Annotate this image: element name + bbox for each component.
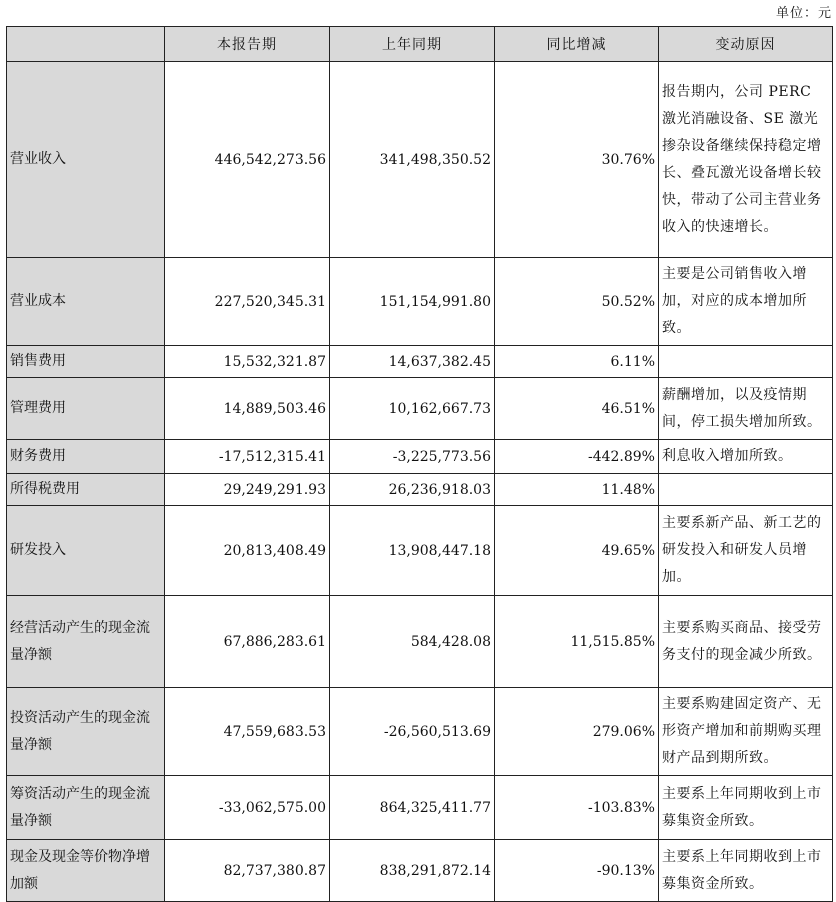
row-current: 14,889,503.46 (165, 378, 330, 440)
table-row (7, 440, 833, 474)
row-previous: -3,225,773.56 (330, 440, 495, 474)
row-item: 管理费用 (7, 378, 165, 440)
header-item (7, 27, 165, 62)
row-item: 经营活动产生的现金流量净额 (7, 596, 165, 688)
row-reason: 主要系上年同期收到上市募集资金所致。 (659, 840, 833, 902)
row-item: 现金及现金等价物净增加额 (7, 840, 165, 902)
row-change: 6.11% (495, 346, 659, 378)
row-change: 50.52% (495, 258, 659, 346)
row-reason: 主要是公司销售收入增加，对应的成本增加所致。 (659, 258, 833, 346)
row-previous: 14,637,382.45 (330, 346, 495, 378)
row-reason: 主要系上年同期收到上市募集资金所致。 (659, 776, 833, 840)
row-item: 所得税费用 (7, 474, 165, 506)
row-previous: 838,291,872.14 (330, 840, 495, 902)
table-row (7, 346, 833, 378)
row-item: 筹资活动产生的现金流量净额 (7, 776, 165, 840)
row-current: 20,813,408.49 (165, 506, 330, 596)
row-current: -33,062,575.00 (165, 776, 330, 840)
row-previous: 26,236,918.03 (330, 474, 495, 506)
row-current: 446,542,273.56 (165, 62, 330, 258)
row-change: 30.76% (495, 62, 659, 258)
table-row (7, 378, 833, 440)
table-row (7, 776, 833, 840)
row-reason: 报告期内，公司 PERC 激光消融设备、SE 激光掺杂设备继续保持稳定增长、叠瓦激光设备增长较快，带动了公司主营业务收入的快速增长。 (659, 62, 833, 258)
table-row (7, 506, 833, 596)
row-current: -17,512,315.41 (165, 440, 330, 474)
row-item: 营业收入 (7, 62, 165, 258)
table-row (7, 258, 833, 346)
row-change: 11.48% (495, 474, 659, 506)
header-previous-period: 上年同期 (330, 27, 495, 62)
row-current: 227,520,345.31 (165, 258, 330, 346)
table-row (7, 688, 833, 776)
row-change: 46.51% (495, 378, 659, 440)
table-header-row (7, 27, 833, 62)
row-change: 49.65% (495, 506, 659, 596)
row-reason: 主要系购建固定资产、无形资产增加和前期购买理财产品到期所致。 (659, 688, 833, 776)
row-previous: 10,162,667.73 (330, 378, 495, 440)
row-change: -103.83% (495, 776, 659, 840)
row-previous: 151,154,991.80 (330, 258, 495, 346)
row-change: 11,515.85% (495, 596, 659, 688)
row-reason (659, 474, 833, 506)
row-reason: 主要系新产品、新工艺的研发投入和研发人员增加。 (659, 506, 833, 596)
row-previous: 864,325,411.77 (330, 776, 495, 840)
financial-comparison-table (6, 26, 833, 902)
row-previous: -26,560,513.69 (330, 688, 495, 776)
row-reason: 薪酬增加，以及疫情期间，停工损失增加所致。 (659, 378, 833, 440)
row-previous: 341,498,350.52 (330, 62, 495, 258)
row-change: -442.89% (495, 440, 659, 474)
row-current: 15,532,321.87 (165, 346, 330, 378)
row-current: 82,737,380.87 (165, 840, 330, 902)
header-current-period: 本报告期 (165, 27, 330, 62)
row-reason (659, 346, 833, 378)
header-yoy-change: 同比增减 (495, 27, 659, 62)
row-item: 投资活动产生的现金流量净额 (7, 688, 165, 776)
table-row (7, 840, 833, 902)
row-current: 47,559,683.53 (165, 688, 330, 776)
row-reason: 主要系购买商品、接受劳务支付的现金减少所致。 (659, 596, 833, 688)
header-change-reason: 变动原因 (659, 27, 833, 62)
row-current: 67,886,283.61 (165, 596, 330, 688)
unit-label: 单位：元 (775, 6, 832, 21)
table-row (7, 474, 833, 506)
table-row (7, 62, 833, 258)
row-change: -90.13% (495, 840, 659, 902)
table-row (7, 596, 833, 688)
row-item: 销售费用 (7, 346, 165, 378)
row-item: 财务费用 (7, 440, 165, 474)
row-previous: 584,428.08 (330, 596, 495, 688)
row-item: 研发投入 (7, 506, 165, 596)
row-current: 29,249,291.93 (165, 474, 330, 506)
row-reason: 利息收入增加所致。 (659, 440, 833, 474)
row-previous: 13,908,447.18 (330, 506, 495, 596)
row-item: 营业成本 (7, 258, 165, 346)
row-change: 279.06% (495, 688, 659, 776)
